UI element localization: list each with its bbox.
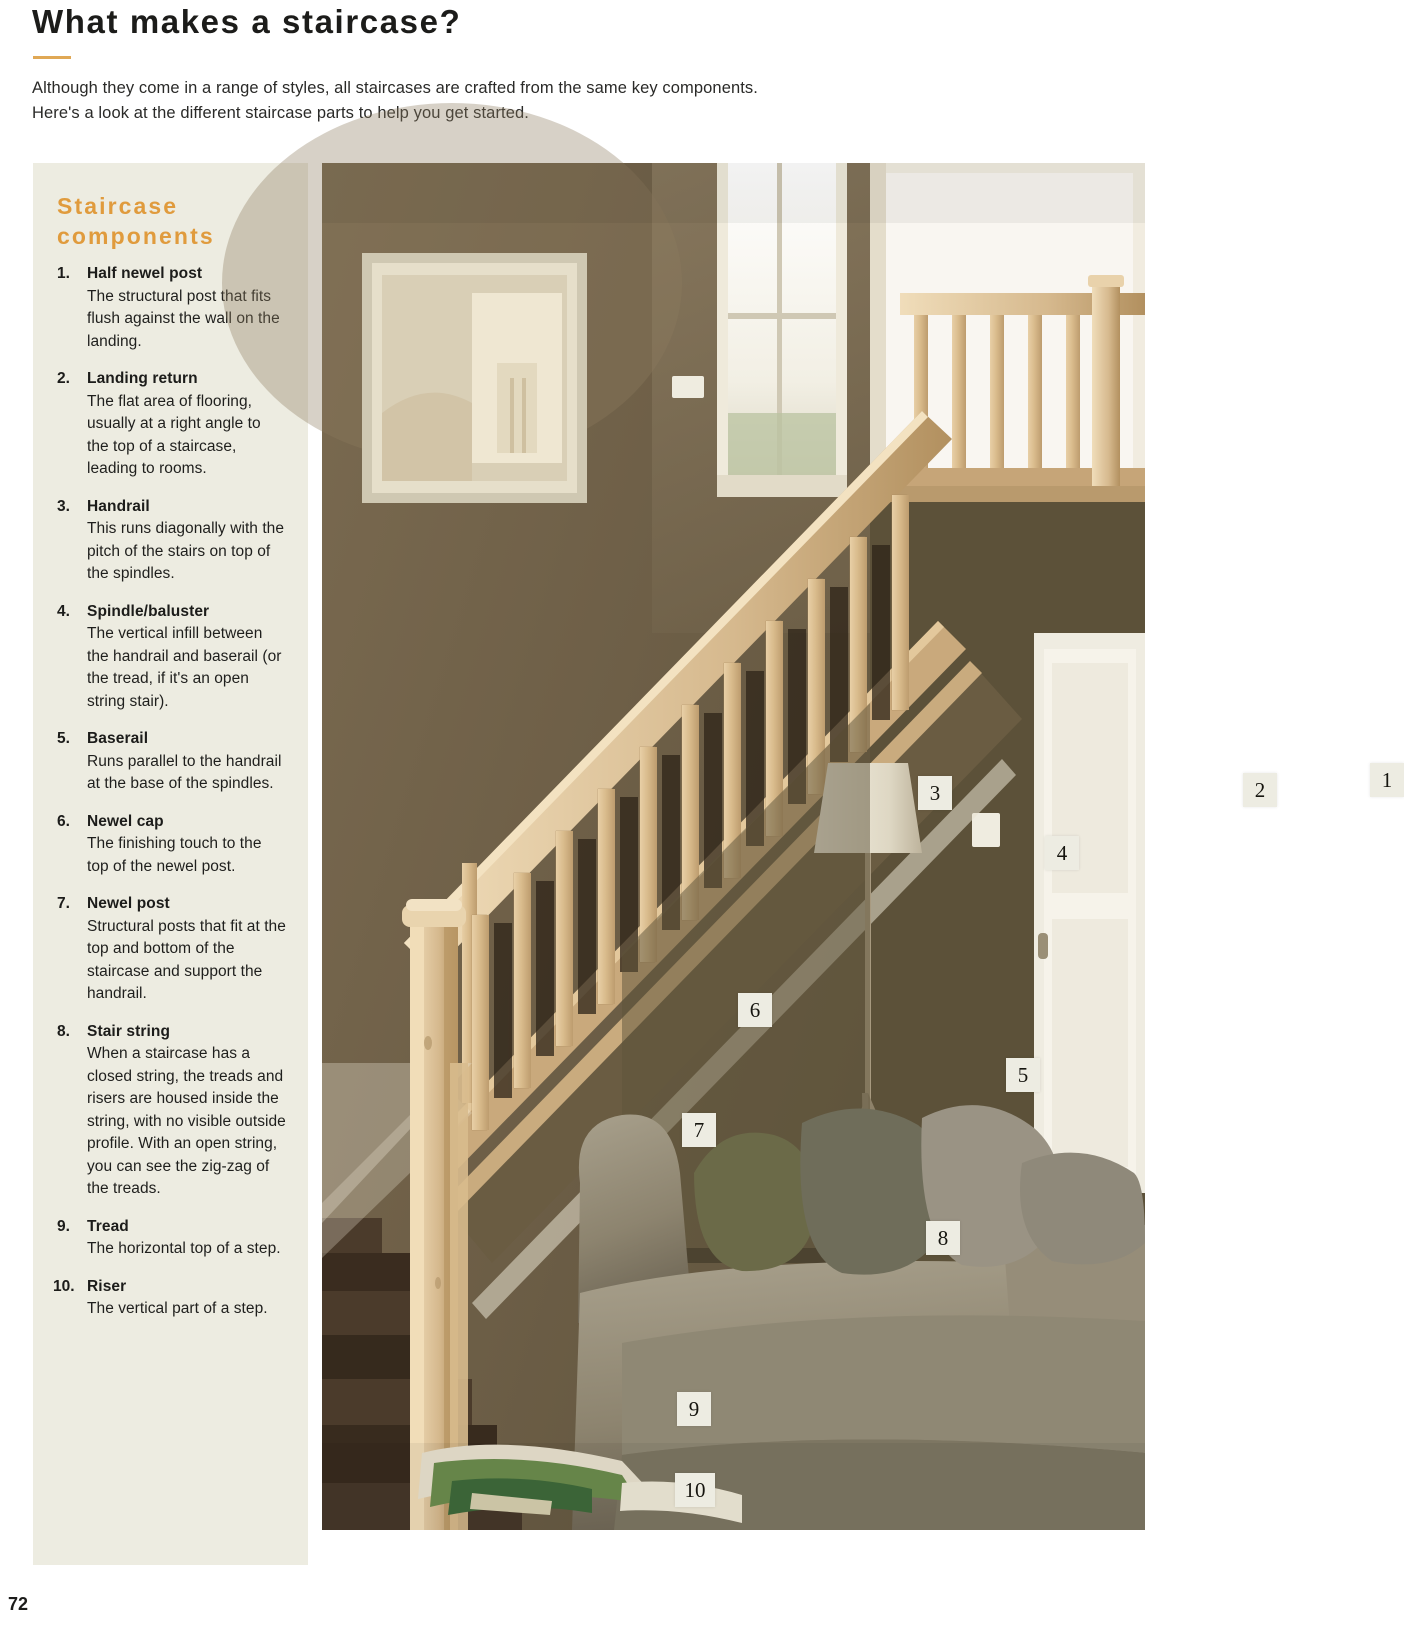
photo-callout-marker-6: 6 (738, 993, 772, 1027)
intro-paragraph: Although they come in a range of styles, all staircases are crafted from the same key components. Here's a look at the different staircase parts to help you get started. (32, 79, 758, 122)
sidebar-heading: Staircase components (57, 193, 215, 249)
component-number: 9. (57, 1217, 70, 1235)
component-name: Tread (87, 1217, 129, 1235)
component-number: 3. (57, 497, 70, 515)
component-number: 1. (57, 265, 70, 282)
component-list-item (57, 368, 286, 481)
component-text (87, 1216, 286, 1261)
photo-callout-marker-3: 3 (918, 776, 952, 810)
component-text (87, 1021, 286, 1201)
components-list (53, 263, 286, 1321)
photo-callout-marker-2: 2 (1243, 773, 1277, 807)
component-text (87, 811, 286, 879)
component-name: Half newel post (87, 265, 203, 282)
component-description: Runs parallel to the handrail at the base of the spindles. (87, 752, 282, 792)
component-description: The flat area of flooring, usually at a right angle to the top of a staircase, leading to rooms. (87, 392, 261, 477)
component-number: 2. (57, 370, 70, 387)
component-description: The vertical part of a step. (87, 1300, 268, 1317)
title-underline-rule (33, 56, 71, 59)
photo-callout-marker-7: 7 (682, 1113, 716, 1147)
photo-callout-marker-4: 4 (1045, 836, 1079, 870)
component-list-item (57, 1216, 286, 1261)
photo-callout-marker-1: 1 (1370, 763, 1404, 797)
component-number: 8. (57, 1022, 70, 1040)
component-text (87, 368, 286, 481)
component-description: Structural posts that fit at the top and bottom of the staircase and support the handrail. (87, 917, 286, 1002)
component-list-item (53, 1276, 286, 1321)
component-list-item (57, 728, 286, 796)
component-number: 10. (53, 1277, 75, 1295)
component-text (87, 893, 286, 1006)
component-list-item (57, 601, 286, 714)
component-description: The structural post that fits flush against the wall on the landing. (87, 287, 280, 350)
staircase-photo-illustration (322, 163, 1145, 1530)
component-list-item (57, 1021, 286, 1201)
component-text (87, 1276, 286, 1321)
photo-callout-marker-8: 8 (926, 1221, 960, 1255)
component-description: The horizontal top of a step. (87, 1240, 281, 1257)
photo-callout-marker-10: 10 (675, 1473, 715, 1507)
component-description: This runs diagonally with the pitch of the stairs on top of the spindles. (87, 520, 285, 582)
component-description: The vertical infill between the handrail and baserail (or the tread, if it's an open string stair). (87, 625, 282, 710)
component-description: The finishing touch to the top of the newel post. (87, 835, 262, 875)
component-number: 7. (57, 895, 70, 912)
component-text (87, 601, 286, 714)
page-title: What makes a staircase? (32, 3, 462, 40)
page-number: 72 (8, 1594, 29, 1614)
component-name: Newel post (87, 895, 170, 912)
component-name: Newel cap (87, 812, 164, 830)
component-text (87, 728, 286, 796)
component-number: 4. (57, 602, 70, 620)
component-description: When a staircase has a closed string, the treads and risers are housed inside the string, with no visible outside profile. With an open string, you can see the zig-zag of the treads. (87, 1045, 286, 1197)
component-text (87, 496, 286, 586)
component-name: Handrail (87, 497, 150, 515)
component-name: Riser (87, 1277, 127, 1295)
component-number: 6. (57, 812, 70, 830)
component-name: Landing return (87, 370, 198, 387)
component-name: Stair string (87, 1022, 171, 1040)
staircase-photo (322, 163, 1393, 1530)
component-name: Baserail (87, 730, 149, 747)
photo-callout-marker-5: 5 (1006, 1058, 1040, 1092)
component-number: 5. (57, 730, 70, 747)
component-list-item (57, 496, 286, 586)
component-list-item (57, 893, 286, 1006)
photo-callout-marker-9: 9 (677, 1392, 711, 1426)
component-name: Spindle/baluster (87, 602, 210, 620)
component-list-item (57, 811, 286, 879)
